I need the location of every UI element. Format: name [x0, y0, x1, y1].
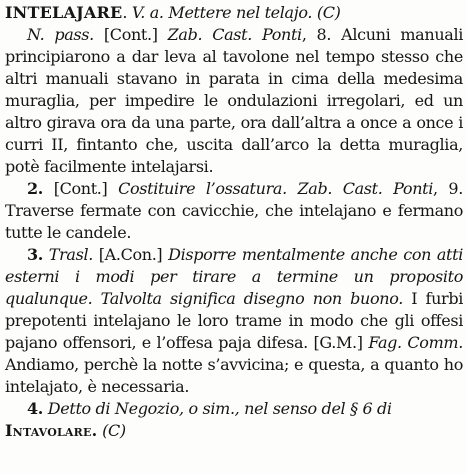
sense-3: [5, 244, 463, 398]
dictionary-entry: [5, 2, 463, 442]
sense-number: 4.: [27, 399, 44, 418]
headword-dot: .: [122, 3, 132, 22]
citation-source: Zab. Cast. Ponti: [297, 179, 434, 198]
sense-definition: Costituire l’ossatura.: [118, 179, 287, 198]
sense-2: [5, 178, 463, 244]
entry-heading-paragraph: [5, 2, 463, 24]
sense-ref: [Cont.]: [103, 25, 158, 44]
citation-text: , 9. Traverse fermate con cavicchie, che intelajano e fermano tutte le candele.: [5, 179, 463, 242]
entry-source: (C): [316, 3, 341, 22]
sense-4: [5, 398, 463, 420]
sense-ref-2: [G.M.]: [313, 333, 363, 352]
citation-text: I furbi prepotenti intelajano le loro trame in modo che gli offesi pajano offensori, e l’offesa paja difesa.: [5, 289, 463, 352]
sense-label: N. pass.: [27, 25, 94, 44]
sense-4-crossref-line: [5, 420, 463, 442]
citation-text-2: Andiamo, perchè la notte s’avvicina; e questa, a quanto ho intelajato, è necessaria.: [5, 355, 463, 396]
sense-number: 2.: [27, 179, 44, 198]
citation-source: Fag. Comm.: [368, 333, 463, 352]
citation-text: , 8. Alcuni manuali principiarono a dar leva al tavolone nel tempo stesso che altri manuali stavano in parata in cima della medesima muraglia, per impedire le ondulazioni irregolari, ed un altro girava ora da una parte, ora dall’altra a once a once i curri II, fintanto che, uscita dall’arco la detta muraglia, potè facilmente intelajarsi.: [5, 25, 464, 176]
sense-neuter-passive: [5, 24, 463, 178]
sense-ref: [Cont.]: [53, 179, 108, 198]
entry-definition: Mettere nel telajo.: [168, 3, 313, 22]
cross-reference: Intavolare.: [5, 421, 98, 440]
sense-definition: Disporre mentalmente anche con atti esterni i modi per tirare a termine un proposito qualunque. Talvolta significa disegno non buono.: [5, 245, 463, 308]
sense-ref: [A.Con.]: [98, 245, 163, 264]
entry-source: (C): [102, 421, 126, 440]
sense-number: 3.: [27, 245, 44, 264]
sense-label: Trasl.: [48, 245, 93, 264]
sense-definition: Detto di Negozio, o sim., nel senso del § 6 di: [47, 399, 392, 418]
grammar-label: V. a.: [131, 3, 164, 22]
headword: INTELAJARE: [5, 3, 123, 22]
citation-source: Zab. Cast. Ponti: [167, 25, 302, 44]
